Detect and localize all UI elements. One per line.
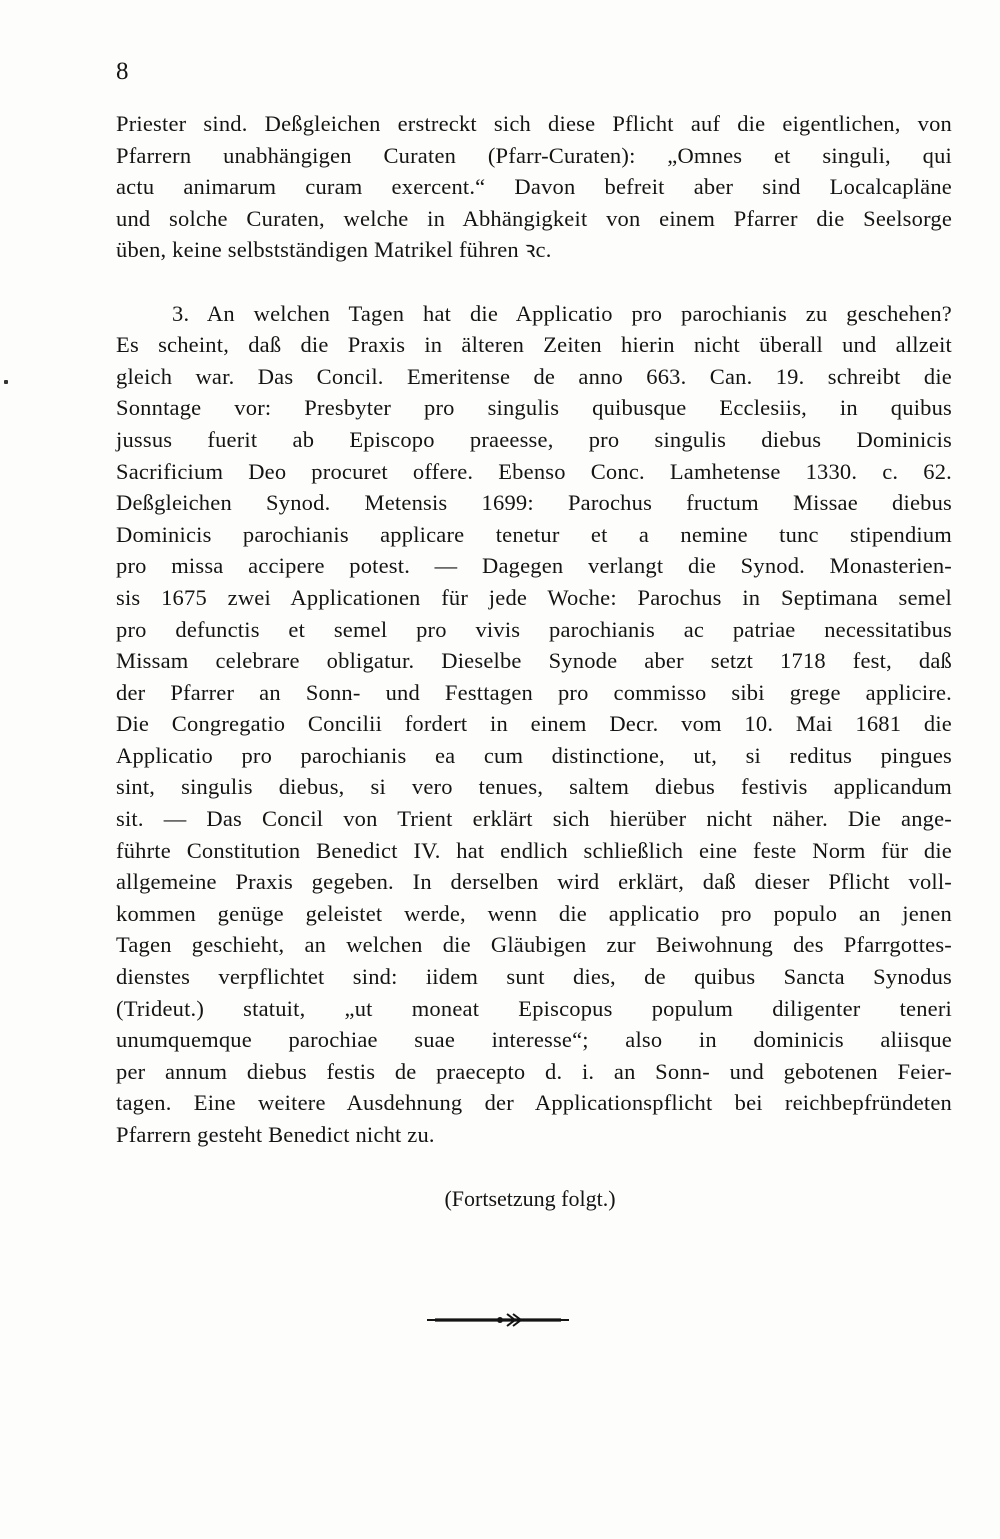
text-line: Pfarrern unabhängigen Curaten (Pfarr-Curaten): „Omnes et singuli, qui	[116, 142, 952, 168]
text-line: sint, singulis diebus, si vero tenues, saltem diebus festivis applicandum	[116, 774, 952, 800]
text-line: der Pfarrer an Sonn- und Festtagen pro commisso sibi grege applicire.	[116, 679, 952, 705]
text-line: 3. An welchen Tagen hat die Applicatio pro parochianis zu geschehen?	[172, 300, 952, 326]
text-line: und solche Curaten, welche in Abhängigkeit von einem Pfarrer die Seelsorge	[116, 205, 952, 231]
paragraph-gap	[116, 266, 952, 298]
page-number: 8	[116, 58, 129, 85]
text-line: gleich war. Das Concil. Emeritense de anno 663. Can. 19. schreibt die	[116, 363, 952, 389]
text-line: sit. — Das Concil von Trient erklärt sich hierüber nicht näher. Die ange-	[116, 806, 952, 832]
text-line: tagen. Eine weitere Ausdehnung der Applicationspflicht bei reichbepfründeten	[116, 1090, 952, 1116]
text-line: sis 1675 zwei Applicationen für jede Woche: Parochus in Septimana semel	[116, 584, 952, 610]
text-line: Deßgleichen Synod. Metensis 1699: Parochus fructum Missae diebus	[116, 490, 952, 516]
margin-mark	[4, 380, 8, 384]
text-line: kommen genüge geleistet werde, wenn die applicatio pro populo an jenen	[116, 900, 952, 926]
text-line: unumquemque parochiae suae interesse“; also in dominicis aliisque	[116, 1027, 952, 1053]
text-line: allgemeine Praxis gegeben. In derselben wird erklärt, daß dieser Pflicht voll-	[116, 869, 952, 895]
text-line: Sacrificium Deo procuret offere. Ebenso Conc. Lamhetense 1330. c. 62.	[116, 458, 952, 484]
text-line: per annum diebus festis de praecepto d. i. an Sonn- und gebotenen Feier-	[116, 1058, 952, 1084]
decorative-rule	[427, 1310, 569, 1330]
text-line: Pfarrern gesteht Benedict nicht zu.	[116, 1122, 435, 1147]
text-line: pro missa accipere potest. — Dagegen verlangt die Synod. Monasterien-	[116, 553, 952, 579]
text-line: üben, keine selbstständigen Matrikel führen ꝛc.	[116, 237, 552, 263]
text-line: Priester sind. Deßgleichen erstreckt sich diese Pflicht auf die eigentlichen, von	[116, 111, 952, 136]
text-line: Applicatio pro parochianis ea cum distinctione, ut, si reditus pingues	[116, 742, 952, 768]
text-line: actu animarum curam exercent.“ Davon befreit aber sind Localcapläne	[116, 174, 952, 200]
text-line: Tagen geschieht, an welchen die Gläubigen zur Beiwohnung des Pfarrgottes-	[116, 932, 952, 958]
text-line: Es scheint, daß die Praxis in älteren Zeiten hierin nicht überall und allzeit	[116, 332, 952, 358]
text-line: (Trideut.) statuit, „ut moneat Episcopus populum diligenter teneri	[116, 995, 952, 1021]
text-line: Missam celebrare obligatur. Dieselbe Synode aber setzt 1718 fest, daß	[116, 648, 952, 674]
body-text	[116, 108, 952, 1151]
text-line: Sonntage vor: Presbyter pro singulis quibusque Ecclesiis, in quibus	[116, 395, 952, 421]
text-line: dienstes verpflichtet sind: iidem sunt dies, de quibus Sancta Synodus	[116, 964, 952, 990]
text-line: Dominicis parochianis applicare tenetur et a nemine tunc stipendium	[116, 521, 952, 547]
text-line: Die Congregatio Concilii fordert in einem Decr. vom 10. Mai 1681 die	[116, 711, 952, 737]
text-line: pro defunctis et semel pro vivis parochianis ac patriae necessitatibus	[116, 616, 952, 642]
continuation-note: (Fortsetzung folgt.)	[444, 1186, 616, 1211]
text-line: jussus fuerit ab Episcopo praeesse, pro singulis diebus Dominicis	[116, 426, 952, 452]
text-line: führte Constitution Benedict IV. hat endlich schließlich eine feste Norm für die	[116, 837, 952, 863]
